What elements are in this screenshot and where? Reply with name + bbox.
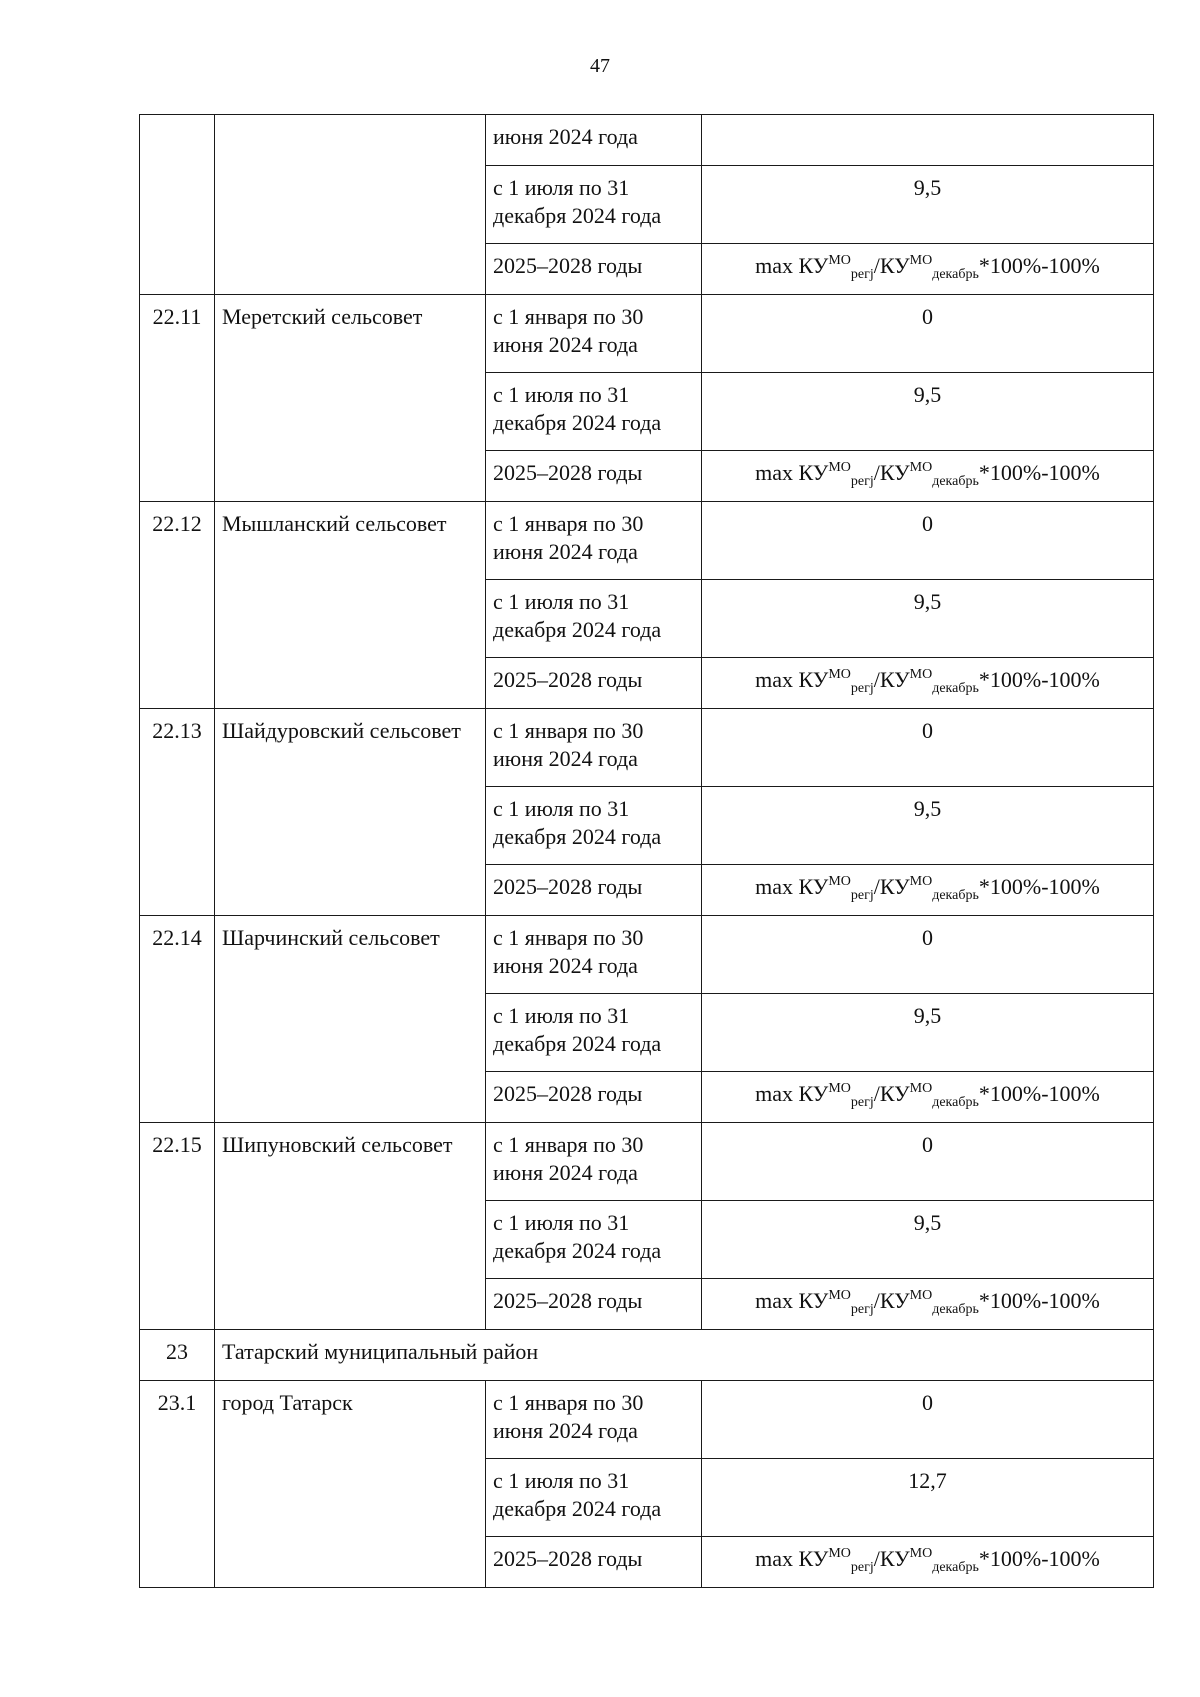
municipality-name: город Татарск [215,1381,486,1588]
formula-sup: МО [828,667,851,682]
formula-suffix: *100%-100% [978,253,1100,278]
value-cell: 9,5 [702,373,1154,451]
formula-sub-december: декабрь [932,267,979,282]
period-cell: 2025–2028 годы [486,1279,702,1330]
formula-cell [702,658,1154,709]
period-cell: с 1 января по 30 июня 2024 года [486,502,702,580]
formula-sup: МО [909,1546,933,1561]
row-number: 22.15 [140,1123,215,1330]
formula-prefix: max КУ [755,667,829,692]
period-cell: 2025–2028 годы [486,658,702,709]
page-number: 47 [590,55,610,77]
municipality-name: Меретский сельсовет [215,295,486,502]
formula-sup: МО [828,1081,851,1096]
municipality-name: Шарчинский сельсовет [215,916,486,1123]
formula-mid: /КУ [873,1288,910,1313]
formula-sub-region: регj [850,1560,874,1575]
value-cell: 0 [702,502,1154,580]
formula-cell [702,1279,1154,1330]
formula-suffix: *100%-100% [978,460,1100,485]
formula-mid: /КУ [873,1081,910,1106]
period-cell: 2025–2028 годы [486,244,702,295]
period-cell: с 1 января по 30 июня 2024 года [486,295,702,373]
period-cell: с 1 января по 30 июня 2024 года [486,1123,702,1201]
period-cell: с 1 января по 30 июня 2024 года [486,916,702,994]
period-cell: с 1 июля по 31 декабря 2024 года [486,994,702,1072]
formula-prefix: max КУ [755,1081,829,1106]
period-cell: с 1 июля по 31 декабря 2024 года [486,373,702,451]
formula-mid: /КУ [873,460,910,485]
table-row [140,1381,1154,1459]
row-number: 23.1 [140,1381,215,1588]
formula-prefix: max КУ [755,1288,829,1313]
formula-sub-december: декабрь [932,1095,979,1110]
continued-number-cell [140,115,215,295]
formula-prefix: max КУ [755,1546,829,1571]
formula-cell [702,1537,1154,1588]
value-cell: 0 [702,709,1154,787]
continued-name-cell [215,115,486,295]
period-cell: 2025–2028 годы [486,865,702,916]
period-cell: с 1 июля по 31 декабря 2024 года [486,580,702,658]
formula-suffix: *100%-100% [978,1546,1100,1571]
formula-sup: МО [909,460,933,475]
period-cell: с 1 января по 30 июня 2024 года [486,1381,702,1459]
period-cell: июня 2024 года [486,115,702,166]
period-cell: 2025–2028 годы [486,451,702,502]
district-name: Татарский муниципальный район [215,1330,1154,1381]
period-cell: 2025–2028 годы [486,1537,702,1588]
district-number: 23 [140,1330,215,1381]
formula-sub-december: декабрь [932,1560,979,1575]
period-cell: с 1 июля по 31 декабря 2024 года [486,1459,702,1537]
formula-sup: МО [828,874,851,889]
value-cell: 9,5 [702,166,1154,244]
formula-sub-region: регj [850,1302,874,1317]
period-cell: с 1 июля по 31 декабря 2024 года [486,1201,702,1279]
formula-mid: /КУ [873,667,910,692]
value-cell [702,115,1154,166]
table-row [140,1123,1154,1201]
table-row [140,115,1154,166]
formula-prefix: max КУ [755,253,829,278]
row-number: 22.14 [140,916,215,1123]
formula-sup: МО [909,667,933,682]
value-cell: 0 [702,1123,1154,1201]
formula-sub-december: декабрь [932,681,979,696]
formula-prefix: max КУ [755,874,829,899]
period-cell: с 1 июля по 31 декабря 2024 года [486,787,702,865]
value-cell: 9,5 [702,1201,1154,1279]
formula-sup: МО [828,1546,851,1561]
formula-cell [702,1072,1154,1123]
period-cell: с 1 января по 30 июня 2024 года [486,709,702,787]
formula-sup: МО [828,253,851,268]
rates-table-body [140,115,1154,1588]
period-cell: с 1 июля по 31 декабря 2024 года [486,166,702,244]
district-row [140,1330,1154,1381]
formula-prefix: max КУ [755,460,829,485]
value-cell: 9,5 [702,787,1154,865]
municipality-name: Шипуновский сельсовет [215,1123,486,1330]
value-cell: 9,5 [702,580,1154,658]
formula-sup: МО [909,1081,933,1096]
rates-table [139,114,1154,1588]
row-number: 22.13 [140,709,215,916]
formula-mid: /КУ [873,874,910,899]
formula-suffix: *100%-100% [978,667,1100,692]
formula-cell [702,244,1154,295]
municipality-name: Шайдуровский сельсовет [215,709,486,916]
formula-sub-december: декабрь [932,1302,979,1317]
value-cell: 9,5 [702,994,1154,1072]
formula-cell [702,451,1154,502]
formula-sub-december: декабрь [932,888,979,903]
municipality-name: Мышланский сельсовет [215,502,486,709]
row-number: 22.11 [140,295,215,502]
formula-suffix: *100%-100% [978,1081,1100,1106]
table-row [140,502,1154,580]
formula-mid: /КУ [873,253,910,278]
formula-sub-december: декабрь [932,474,979,489]
value-cell: 0 [702,295,1154,373]
formula-sup: МО [828,460,851,475]
formula-cell [702,865,1154,916]
table-row [140,295,1154,373]
formula-suffix: *100%-100% [978,1288,1100,1313]
formula-sub-region: регj [850,888,874,903]
value-cell: 12,7 [702,1459,1154,1537]
row-number: 22.12 [140,502,215,709]
formula-sub-region: регj [850,474,874,489]
table-row [140,916,1154,994]
formula-sub-region: регj [850,267,874,282]
formula-sup: МО [909,874,933,889]
formula-sup: МО [828,1288,851,1303]
value-cell: 0 [702,1381,1154,1459]
formula-mid: /КУ [873,1546,910,1571]
formula-sub-region: регj [850,1095,874,1110]
formula-suffix: *100%-100% [978,874,1100,899]
formula-sup: МО [909,1288,933,1303]
value-cell: 0 [702,916,1154,994]
period-cell: 2025–2028 годы [486,1072,702,1123]
formula-sup: МО [909,253,933,268]
table-row [140,709,1154,787]
formula-sub-region: регj [850,681,874,696]
